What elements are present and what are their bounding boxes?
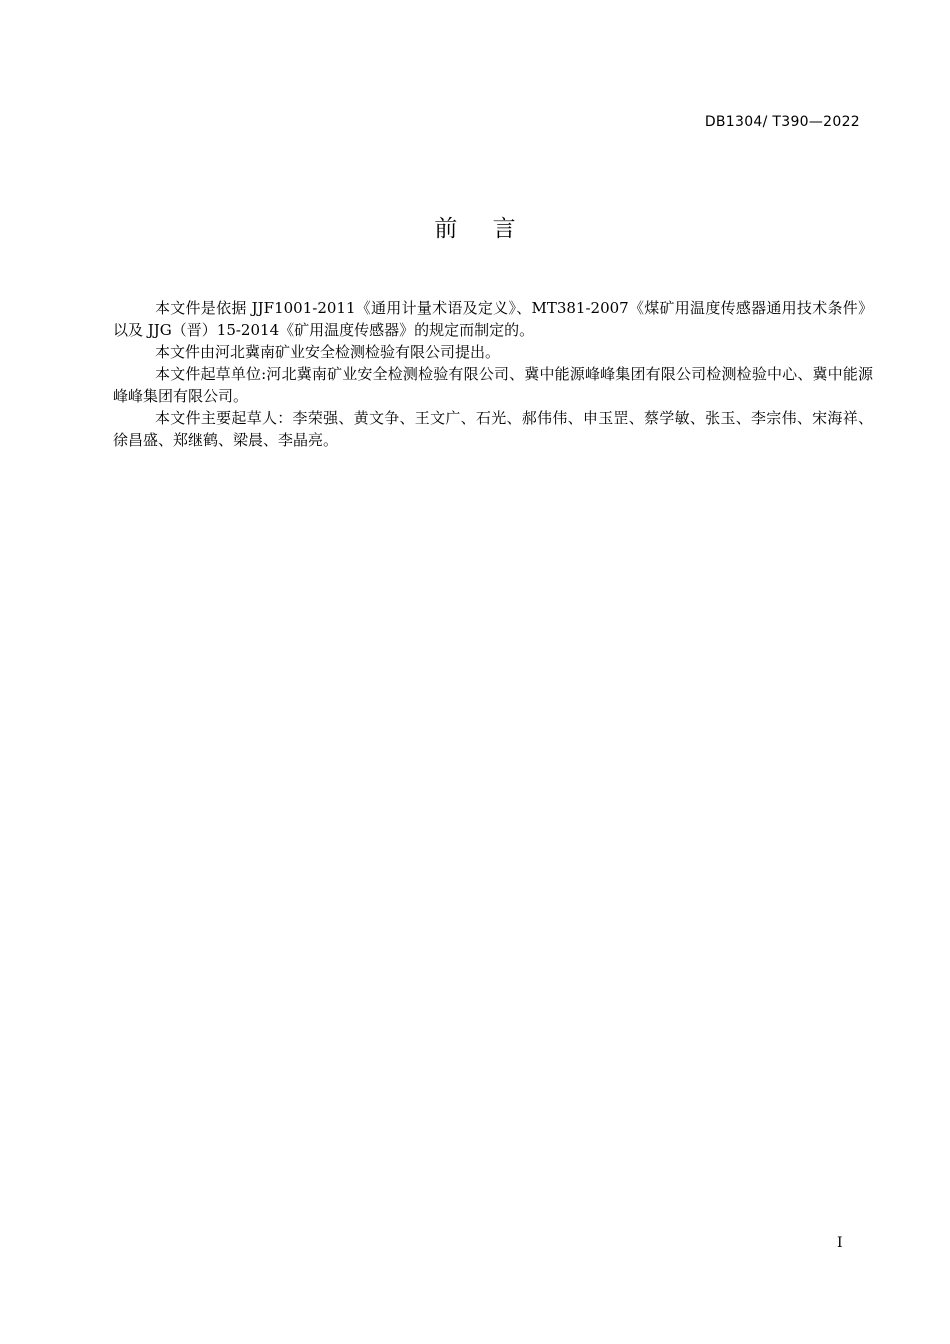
foreword-paragraph-drafters: 本文件主要起草人：李荣强、黄文争、王文广、石光、郝伟伟、申玉罡、蔡学敏、张玉、李宗伟、宋海祥、徐昌盛、郑继鹤、梁晨、李晶亮。 bbox=[113, 409, 873, 449]
foreword-paragraph-drafting-units: 本文件起草单位:河北冀南矿业安全检测检验有限公司、冀中能源峰峰集团有限公司检测检验中心、冀中能源峰峰集团有限公司。 bbox=[113, 365, 873, 405]
page-title: 前 言 bbox=[434, 216, 530, 242]
foreword-paragraph-proposer: 本文件由河北冀南矿业安全检测检验有限公司提出。 bbox=[155, 343, 501, 361]
standard-code: DB1304/ T390—2022 bbox=[704, 114, 860, 130]
foreword-body bbox=[113, 297, 873, 451]
foreword-paragraph-basis: 本文件是依据 JJF1001-2011《通用计量术语及定义》、MT381-2007《煤矿用温度传感器通用技术条件》以及 JJG（晋）15-2014《矿用温度传感器》的规定而制定的。 bbox=[113, 299, 873, 339]
page-number: I bbox=[837, 1235, 843, 1251]
